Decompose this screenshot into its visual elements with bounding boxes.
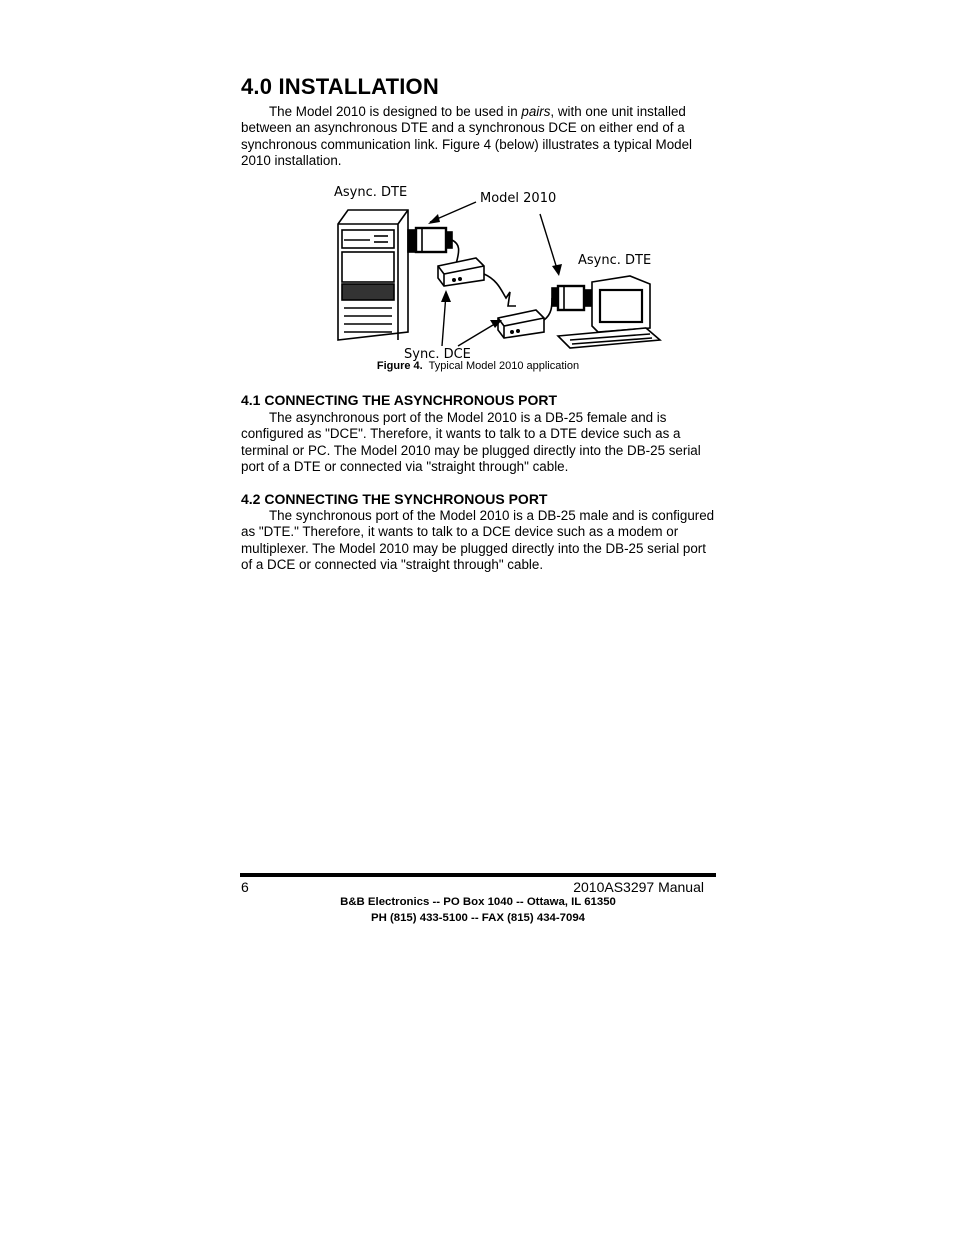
manual-name: 2010AS3297 Manual bbox=[573, 879, 704, 895]
intro-text-before: The Model 2010 is designed to be used in bbox=[269, 104, 522, 119]
figure-caption bbox=[241, 360, 715, 372]
section-title: 4.0 INSTALLATION bbox=[241, 74, 439, 99]
label-sync-dce: Sync. DCE bbox=[404, 347, 471, 362]
footer-address: B&B Electronics -- PO Box 1040 -- Ottawa, IL 61350 bbox=[340, 896, 616, 908]
subsection-body-async: The asynchronous port of the Model 2010 is a DB-25 female and is configured as "DCE". Therefore, it wants to talk to a DTE device such as a terminal or PC. The Model 2010 may be plugged directly into the DB-25 serial port of a DTE or connected via "straight through" cable. bbox=[241, 410, 701, 475]
label-async-dte-right: Async. DTE bbox=[578, 253, 652, 268]
caption-text: Typical Model 2010 application bbox=[428, 360, 580, 372]
tower-computer-illustration bbox=[338, 210, 408, 340]
intro-emphasis: pairs bbox=[521, 104, 551, 119]
intro-paragraph bbox=[241, 104, 715, 170]
subsection-title-sync: 4.2 CONNECTING THE SYNCHRONOUS PORT bbox=[241, 491, 548, 507]
installation-figure bbox=[330, 180, 665, 362]
caption-label: Figure 4. bbox=[376, 360, 423, 372]
sync-dce-right-illustration bbox=[498, 310, 544, 338]
intro-text-after: , with one unit installed between an asynchronous DTE and a synchronous DCE on either end of a synchronous communication link. Figure 4 (below) illustrates a typical Model 2010 installation. bbox=[241, 104, 693, 169]
footer-phone: PH (815) 433-5100 -- FAX (815) 434-7094 bbox=[370, 912, 585, 924]
subsection-body-sync: The synchronous port of the Model 2010 is a DB-25 male and is configured as "DTE." Therefore, it wants to talk to a DCE device such as a modem or multiplexer. The Model 2010 may be plugged directly into the DB-25 serial port of a DCE or connected via "straight through" cable. bbox=[241, 508, 715, 573]
page-number: 6 bbox=[241, 879, 249, 895]
footer-rule bbox=[240, 873, 716, 877]
label-model-2010: Model 2010 bbox=[480, 191, 557, 206]
sync-dce-left-illustration bbox=[438, 258, 484, 286]
model-2010-right-illustration bbox=[552, 286, 592, 310]
label-async-dte-left: Async. DTE bbox=[334, 185, 408, 200]
subsection-title-async: 4.1 CONNECTING THE ASYNCHRONOUS PORT bbox=[241, 392, 558, 408]
model-2010-left-illustration bbox=[408, 228, 452, 252]
